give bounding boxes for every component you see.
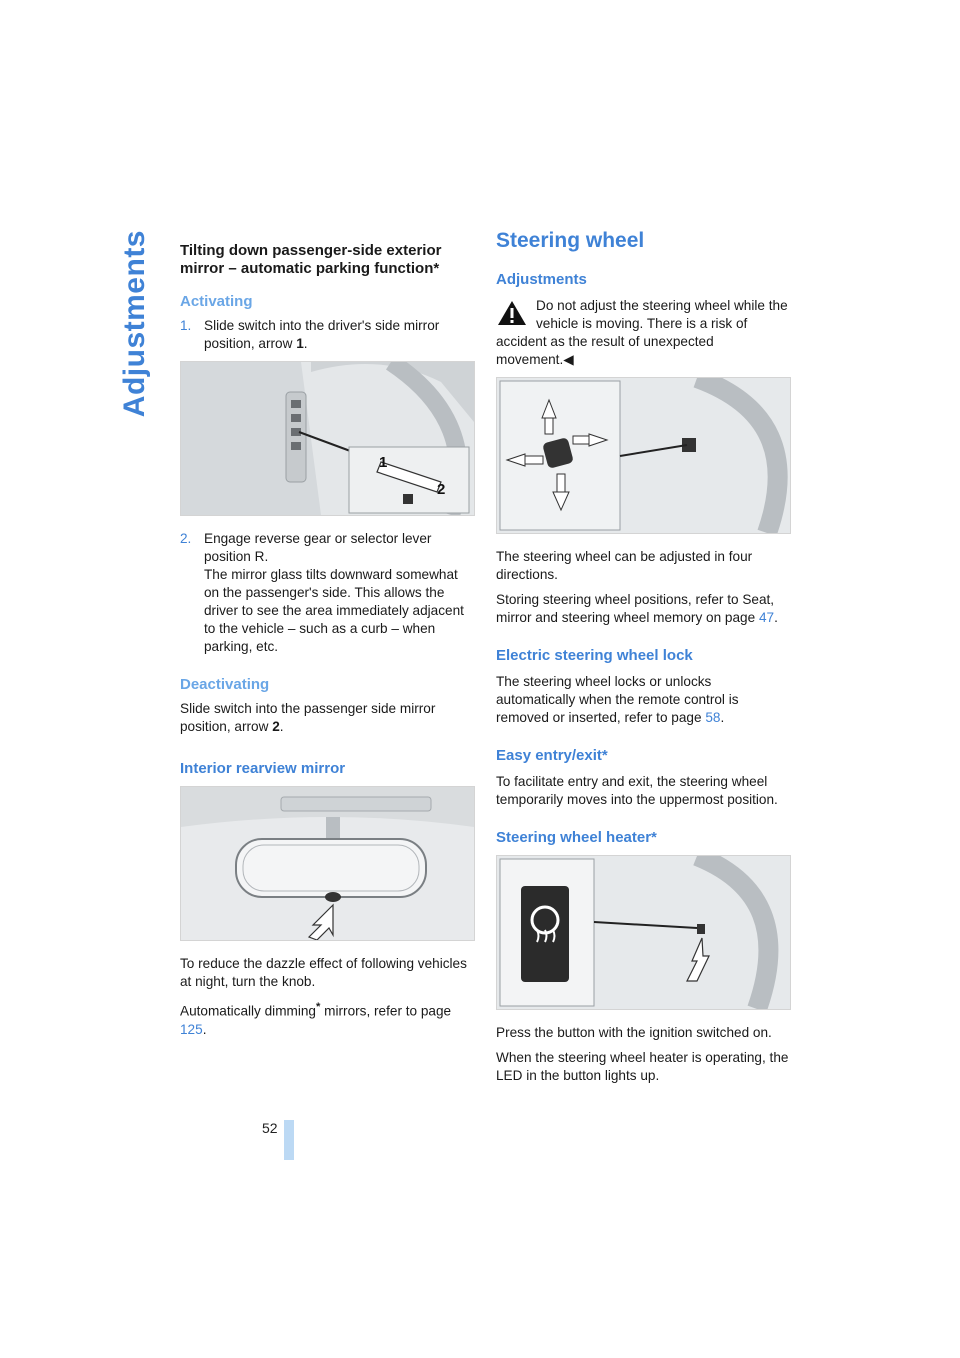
activating-heading: Activating — [180, 293, 253, 311]
step-number: 1. — [180, 318, 192, 334]
page-marker-bar — [284, 1120, 294, 1160]
page-link-125[interactable]: 125 — [180, 1021, 203, 1037]
easy-entry-text: To facilitate entry and exit, the steering wheel temporarily moves into the uppermost position. — [496, 774, 778, 807]
interior-mirror-text-1: To reduce the dazzle effect of following vehicles at night, turn the knob. — [180, 956, 467, 990]
page-link-47[interactable]: 47 — [758, 610, 775, 625]
arrow-label-1: 1 — [379, 454, 388, 472]
mirror-switch-illustration — [181, 362, 474, 515]
step-1 — [180, 317, 475, 353]
step-text: Engage reverse gear or selector lever position R. The mirror glass tilts downward somewhat on the passenger's side. This allows the driver to see the area immediately adjacent to the vehicle – such as a curb – when parking, etc. — [204, 531, 464, 655]
step-text: Slide switch into the driver's side mirror position, arrow 1. — [204, 318, 440, 352]
heater-button-figure — [496, 855, 791, 1010]
heater-button-illustration — [497, 856, 790, 1009]
adjust-text-1: The steering wheel can be adjusted in four directions. — [496, 549, 753, 582]
warning-note — [496, 297, 792, 369]
rearview-mirror-figure — [180, 786, 475, 941]
lock-heading: Electric steering wheel lock — [496, 647, 693, 664]
interior-mirror-heading: Interior rearview mirror — [180, 760, 346, 778]
heater-text-1: Press the button with the ignition switched on. — [496, 1025, 772, 1040]
page-number: 52 — [262, 1120, 278, 1136]
easy-entry-heading: Easy entry/exit* — [496, 747, 608, 764]
arrow-label-2: 2 — [437, 481, 446, 499]
mirror-parking-heading: Tilting down passenger-side exterior mirror – automatic parking function* — [180, 242, 442, 278]
page-link-58[interactable]: 58 — [705, 710, 721, 725]
left-column — [180, 230, 475, 1046]
mirror-switch-figure — [180, 361, 475, 516]
interior-mirror-text-2: Automatically dimming* mirrors, refer to page 125. — [180, 1001, 452, 1037]
end-mark: ◀ — [563, 352, 574, 367]
warning-triangle-icon — [496, 299, 528, 327]
heater-heading: Steering wheel heater* — [496, 829, 657, 846]
deactivating-text: Slide switch into the passenger side mirror position, arrow 2. — [180, 701, 436, 735]
right-column — [496, 228, 792, 1092]
steering-adjust-illustration — [497, 378, 790, 533]
rearview-mirror-illustration — [181, 787, 474, 940]
deactivating-heading: Deactivating — [180, 676, 270, 694]
lock-text: The steering wheel locks or unlocks automatically when the remote control is removed or inserted, refer to page 58. — [496, 674, 739, 725]
adjustments-heading: Adjustments — [496, 271, 587, 288]
steering-adjust-figure — [496, 377, 791, 534]
steering-wheel-heading: Steering wheel — [496, 229, 645, 252]
heater-text-2: When the steering wheel heater is operating, the LED in the button lights up. — [496, 1050, 789, 1083]
adjust-text-2: Storing steering wheel positions, refer to Seat, mirror and steering wheel memory on page 47. — [496, 592, 778, 625]
step-2 — [180, 530, 475, 656]
chapter-side-title: Adjustments — [118, 230, 151, 418]
warning-text: Do not adjust the steering wheel while the vehicle is moving. There is a risk of accident as the result of unexpected movement. — [496, 298, 788, 367]
step-number: 2. — [180, 531, 192, 547]
